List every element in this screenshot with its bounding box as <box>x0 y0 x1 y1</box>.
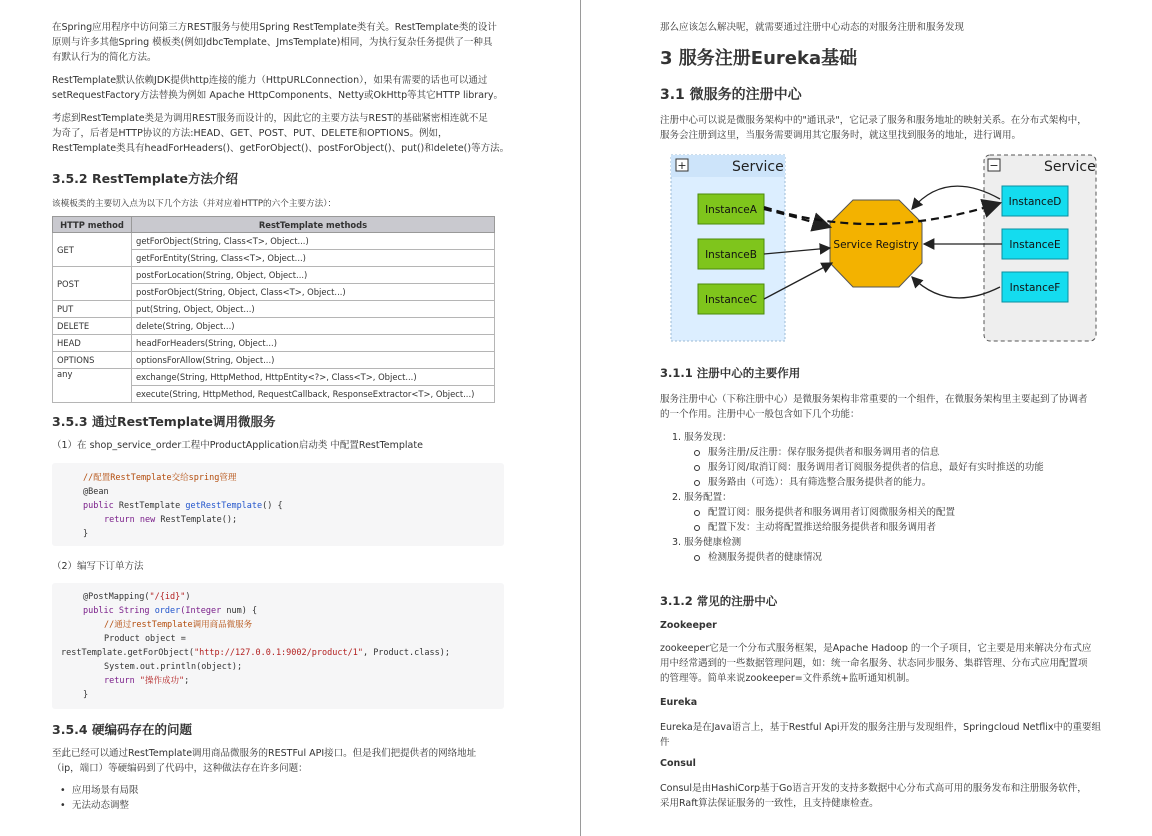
method-cell: POST <box>53 267 132 301</box>
code-text: ; <box>184 676 190 686</box>
left-group-title: Service <box>732 159 784 175</box>
code-annotation: @Bean <box>83 487 109 497</box>
code-line <box>83 471 236 485</box>
collapse-toggle-label: − <box>989 159 999 172</box>
heading-31: 3.1 微服务的注册中心 <box>660 87 802 103</box>
code-text: Product object = <box>104 634 186 644</box>
code-keyword: return <box>104 676 135 686</box>
code-text: RestTemplate(); <box>160 515 238 525</box>
code-text: restTemplate.getForObject( <box>61 648 195 658</box>
step-1-text: （1）在 shop_service_order工程中ProductApplication启动类 中配置RestTemplate <box>52 440 423 451</box>
paragraph-resttemplate-intro <box>52 20 497 65</box>
list-item: 配置订阅：服务提供者和服务调用者订阅微服务相关的配置 <box>672 505 1044 520</box>
right-group-title: Service <box>1044 159 1096 175</box>
eureka-title: Eureka <box>660 697 698 708</box>
list-item: • 应用场景有局限 <box>58 783 139 798</box>
code-keyword: new <box>139 515 156 525</box>
code-line <box>83 485 109 499</box>
instance-f-label: InstanceF <box>1009 282 1061 294</box>
text-line: 采用Raft算法保证服务的一致性，且支持健康检查。 <box>660 798 879 809</box>
service-registry-node <box>830 200 922 287</box>
heading-3: 3 服务注册Eureka基础 <box>660 48 858 69</box>
text-line: 注册中心可以说是微服务架构中的"通讯录"，它记录了服务和服务地址的映射关系。在分布式架构中， <box>660 115 1087 126</box>
methods-cell: postForObject(String, Object, Class<T>, Object...) <box>132 284 495 301</box>
text-line: 考虑到RestTemplate类是为调用REST服务而设计的，因此它的主要方法与REST的基础紧密相连就不足 <box>52 113 488 124</box>
code-line <box>61 646 450 660</box>
instance-a-node <box>698 194 764 224</box>
paragraph-hardcode-problem <box>52 746 476 776</box>
code-line <box>83 590 190 604</box>
service-registry-diagram <box>666 151 1102 347</box>
text-line: 的管理等。简单来说zookeeper=文件系统+监听通知机制。 <box>660 673 916 684</box>
code-text: System.out.println(object); <box>104 662 243 672</box>
code-line <box>104 660 242 674</box>
zookeeper-paragraph <box>660 641 1091 686</box>
resttemplate-methods-table <box>52 216 495 403</box>
code-text: num) { <box>226 606 258 616</box>
code-method-name: getRestTemplate <box>185 501 263 511</box>
text-line: RestTemplate默认依赖JDK提供http连接的能力（HttpURLConnection），如果有需要的话也可以通过 <box>52 75 488 86</box>
methods-cell: execute(String, HttpMethod, RequestCallback, ResponseExtractor<T>, Object...) <box>132 386 495 403</box>
code-line <box>83 499 283 513</box>
heading-352: 3.5.2 RestTemplate方法介绍 <box>52 171 238 186</box>
text-line: 服务注册中心（下称注册中心）是微服务架构非常重要的一个组件，在微服务架构里主要起到了协调者 <box>660 394 1088 405</box>
paragraph-http-connection <box>52 73 503 103</box>
code-line <box>83 604 257 618</box>
code-string: "操作成功" <box>139 676 185 686</box>
method-cell: HEAD <box>53 335 132 352</box>
methods-cell: put(String, Object, Object...) <box>132 301 495 318</box>
code-line <box>104 618 252 632</box>
code-type: (Integer <box>180 606 222 616</box>
code-line <box>104 632 186 646</box>
code-type: String <box>118 606 150 616</box>
registry-function-list <box>672 430 1044 565</box>
text-line: 服务会注册到这里，当服务需要调用其它服务时，就这里找到服务的地址，进行调用。 <box>660 130 1022 141</box>
list-heading: 1. 服务发现： <box>672 432 732 443</box>
code-comment: //通过restTemplate调用商品微服务 <box>104 620 253 630</box>
code-line <box>104 513 237 527</box>
instance-c-label: InstanceC <box>705 294 757 306</box>
text-line: 原则与许多其他Spring 模板类(例如JdbcTemplate、JmsTemplate)相同，为执行复杂任务提供了一种具 <box>52 37 493 48</box>
heading-311: 3.1.1 注册中心的主要作用 <box>660 366 801 380</box>
code-line <box>83 527 88 541</box>
code-text: } <box>83 690 89 700</box>
code-line <box>83 688 88 702</box>
step-2-text: （2）编写下订单方法 <box>52 561 144 572</box>
zookeeper-title: Zookeeper <box>660 620 717 631</box>
table-row <box>53 335 495 352</box>
paragraph-registry-intro <box>660 113 1087 143</box>
instance-b-label: InstanceB <box>705 249 757 261</box>
column-header: RestTemplate methods <box>132 217 495 233</box>
expand-toggle-label: + <box>677 159 687 172</box>
methods-cell: getForEntity(String, Class<T>, Object...) <box>132 250 495 267</box>
list-item: 服务注册/反注册：保存服务提供者和服务调用者的信息 <box>672 445 1044 460</box>
methods-cell: postForLocation(String, Object, Object...) <box>132 267 495 284</box>
paragraph-rest-methods <box>52 111 509 156</box>
table-row <box>53 369 495 386</box>
text-line: zookeeper它是一个分布式服务框架，是Apache Hadoop 的一个子项目，它主要是用来解决分布式应 <box>660 643 1092 654</box>
instance-e-node <box>1002 229 1068 259</box>
code-text: () { <box>262 501 283 511</box>
code-type: RestTemplate <box>118 501 181 511</box>
table-intro: 该模板类的主要切入点为以下几个方法（并对应着HTTP的六个主要方法）： <box>52 199 337 209</box>
table-row <box>53 352 495 369</box>
method-cell: DELETE <box>53 318 132 335</box>
list-heading: 3. 服务健康检测 <box>672 537 742 548</box>
instance-d-node <box>1002 186 1068 216</box>
text-line: 有默认行为的简化方法。 <box>52 52 157 63</box>
list-item: 检测服务提供者的健康情况 <box>672 550 1044 565</box>
text-line: setRequestFactory方法替换为例如 Apache HttpComponents、Netty或OkHttp等其它HTTP library。 <box>52 90 504 101</box>
code-keyword: public <box>83 501 114 511</box>
column-header: HTTP method <box>53 217 132 233</box>
instance-c-node <box>698 284 764 314</box>
code-block-order-method <box>52 583 504 709</box>
code-annotation: @PostMapping( <box>83 592 150 602</box>
code-method-name: order <box>154 606 181 616</box>
code-comment: //配置RestTemplate交给spring管理 <box>83 473 237 483</box>
list-item: 配置下发：主动将配置推送给服务提供者和服务调用者 <box>672 520 1044 535</box>
methods-cell: getForObject(String, Class<T>, Object...) <box>132 233 495 250</box>
code-text: , Product.class); <box>362 648 450 658</box>
text-line: 至此已经可以通过RestTemplate调用商品微服务的RESTFul API接口。但是我们把提供者的网络地址 <box>52 748 477 759</box>
table-row <box>53 301 495 318</box>
paragraph-registry-role <box>660 392 1088 422</box>
code-keyword: return <box>104 515 135 525</box>
sub-list <box>672 445 1044 490</box>
paragraph-solution-intro: 那么应该怎么解决呢，就需要通过注册中心动态的对服务注册和服务发现 <box>660 22 965 33</box>
methods-cell: headForHeaders(String, Object...) <box>132 335 495 352</box>
list-heading: 2. 服务配置： <box>672 492 732 503</box>
list-item: 服务订阅/取消订阅：服务调用者订阅服务提供者的信息，最好有实时推送的功能 <box>672 460 1044 475</box>
sub-list <box>672 550 1044 565</box>
instance-f-node <box>1002 272 1068 302</box>
method-cell: GET <box>53 233 132 267</box>
method-cell: OPTIONS <box>53 352 132 369</box>
table-row <box>53 267 495 284</box>
table-row <box>53 233 495 250</box>
text-line: 的一个作用。注册中心一般包含如下几个功能： <box>660 409 860 420</box>
text-line: （ip，端口）等硬编码到了代码中，这种做法存在许多问题： <box>52 763 308 774</box>
code-block-resttemplate-bean <box>52 463 504 546</box>
code-string: "/{id}" <box>149 592 186 602</box>
problem-bullet-list <box>58 783 139 813</box>
consul-title: Consul <box>660 758 696 769</box>
heading-354: 3.5.4 硬编码存在的问题 <box>52 722 192 737</box>
text-line: RestTemplate类具有headForHeaders()、getForObject()、postForObject()、put()和delete()等方法。 <box>52 143 510 154</box>
instance-b-node <box>698 239 764 269</box>
table-header-row <box>53 217 495 233</box>
sub-list <box>672 505 1044 535</box>
code-line <box>104 674 189 688</box>
methods-cell: exchange(String, HttpMethod, HttpEntity<?>, Class<T>, Object...) <box>132 369 495 386</box>
consul-paragraph <box>660 781 1087 811</box>
method-cell: any <box>53 369 132 403</box>
code-text: ) <box>185 592 191 602</box>
eureka-paragraph <box>660 720 1101 750</box>
text-line: Eureka是在Java语言上，基于Restful Api开发的服务注册与发现组件，Springcloud Netflix中的重要组 <box>660 722 1101 733</box>
methods-cell: optionsForAllow(String, Object...) <box>132 352 495 369</box>
text-line: 用中经常遇到的一些数据管理问题，如：统一命名服务、状态同步服务、集群管理、分布式应用配置项 <box>660 658 1088 669</box>
methods-cell: delete(String, Object...) <box>132 318 495 335</box>
text-line: 件 <box>660 737 670 748</box>
code-text: } <box>83 529 89 539</box>
instance-a-label: InstanceA <box>705 204 757 216</box>
text-line: 在Spring应用程序中访问第三方REST服务与使用Spring RestTemplate类有关。RestTemplate类的设计 <box>52 22 497 33</box>
text-line: Consul是由HashiCorp基于Go语言开发的支持多数据中心分布式高可用的服务发布和注册服务软件， <box>660 783 1087 794</box>
list-item: • 无法动态调整 <box>58 798 139 813</box>
method-cell: PUT <box>53 301 132 318</box>
heading-312: 3.1.2 常见的注册中心 <box>660 594 778 608</box>
table-row <box>53 318 495 335</box>
instance-e-label: InstanceE <box>1009 239 1061 251</box>
code-string: "http://127.0.0.1:9002/product/1" <box>194 648 363 658</box>
list-item: 服务路由（可选）：具有筛选整合服务提供者的能力。 <box>672 475 1044 490</box>
code-keyword: public <box>83 606 114 616</box>
text-line: 为奇了，后者是HTTP协议的方法:HEAD、GET、POST、PUT、DELETE和OPTIONS。例如， <box>52 128 448 139</box>
instance-d-label: InstanceD <box>1008 196 1062 208</box>
service-registry-label: Service Registry <box>833 239 919 251</box>
heading-353: 3.5.3 通过RestTemplate调用微服务 <box>52 414 276 429</box>
